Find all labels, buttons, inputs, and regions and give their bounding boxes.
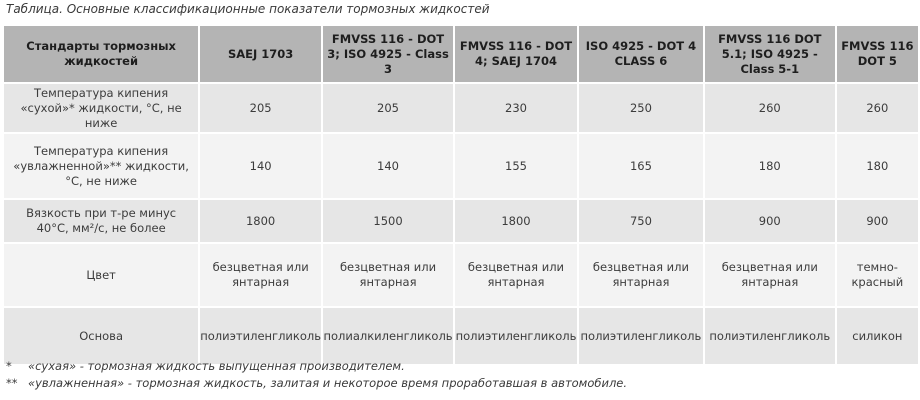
table-cell: 165 [579, 134, 705, 200]
table-row [4, 84, 920, 134]
footnote-mark: ** [6, 376, 18, 390]
table-cell: 140 [200, 134, 323, 200]
table-cell: 250 [579, 84, 705, 134]
table-row [4, 134, 920, 200]
table-cell: 1800 [200, 200, 323, 244]
footnote-text: «увлажненная» - тормозная жидкость, залитая и некоторое время проработавшая в автомобиле. [28, 376, 628, 390]
table-row [4, 244, 920, 308]
row-label: Основа [4, 308, 200, 366]
table-cell: полиалкиленгликоль [323, 308, 455, 366]
table-cell: 260 [837, 84, 920, 134]
table-cell: 230 [455, 84, 579, 134]
table-cell: безцветная или янтарная [455, 244, 579, 308]
row-label: Вязкость при т-ре минус 40°С, мм²/с, не более [4, 200, 200, 244]
table-cell: силикон [837, 308, 920, 366]
row-label: Температура кипения «увлажненной»** жидкости, °С, не ниже [4, 134, 200, 200]
table-cell: 180 [705, 134, 837, 200]
header-cell-dot3: FMVSS 116 - DOT 3; ISO 4925 - Class 3 [323, 26, 455, 84]
footnote-mark: * [6, 359, 12, 373]
table-cell: темно-красный [837, 244, 920, 308]
table-cell: 900 [705, 200, 837, 244]
table-cell: 750 [579, 200, 705, 244]
header-cell-dot5-1: FMVSS 116 DOT 5.1; ISO 4925 - Class 5-1 [705, 26, 837, 84]
table-cell: 900 [837, 200, 920, 244]
table-cell: 1800 [455, 200, 579, 244]
footnote [6, 358, 627, 375]
table-cell: полиэтиленгликоль [200, 308, 323, 366]
table-cell: безцветная или янтарная [200, 244, 323, 308]
footnote [6, 375, 627, 392]
table-cell: 155 [455, 134, 579, 200]
header-cell-standards: Стандарты тормозных жидкостей [4, 26, 200, 84]
table-cell: безцветная или янтарная [705, 244, 837, 308]
table-cell: 140 [323, 134, 455, 200]
table-cell: 260 [705, 84, 837, 134]
header-cell-dot4-class6: ISO 4925 - DOT 4 CLASS 6 [579, 26, 705, 84]
table-cell: 1500 [323, 200, 455, 244]
row-label: Температура кипения «сухой»* жидкости, °С, не ниже [4, 84, 200, 134]
table-cell: безцветная или янтарная [323, 244, 455, 308]
brake-fluid-table [4, 26, 920, 366]
table-row [4, 200, 920, 244]
header-cell-dot4: FMVSS 116 - DOT 4; SAEJ 1704 [455, 26, 579, 84]
row-label: Цвет [4, 244, 200, 308]
table-caption: Таблица. Основные классификационные показатели тормозных жидкостей [6, 2, 490, 16]
table-cell: полиэтиленгликоль [455, 308, 579, 366]
header-cell-saej1703: SAEJ 1703 [200, 26, 323, 84]
table-cell: полиэтиленгликоль [705, 308, 837, 366]
table-cell: 180 [837, 134, 920, 200]
table-cell: 205 [200, 84, 323, 134]
footnotes [6, 358, 627, 392]
footnote-text: «сухая» - тормозная жидкость выпущенная производителем. [28, 359, 405, 373]
table-cell: 205 [323, 84, 455, 134]
table-cell: полиэтиленгликоль [579, 308, 705, 366]
header-cell-dot5: FMVSS 116 DOT 5 [837, 26, 920, 84]
table-cell: безцветная или янтарная [579, 244, 705, 308]
header-row [4, 26, 920, 84]
